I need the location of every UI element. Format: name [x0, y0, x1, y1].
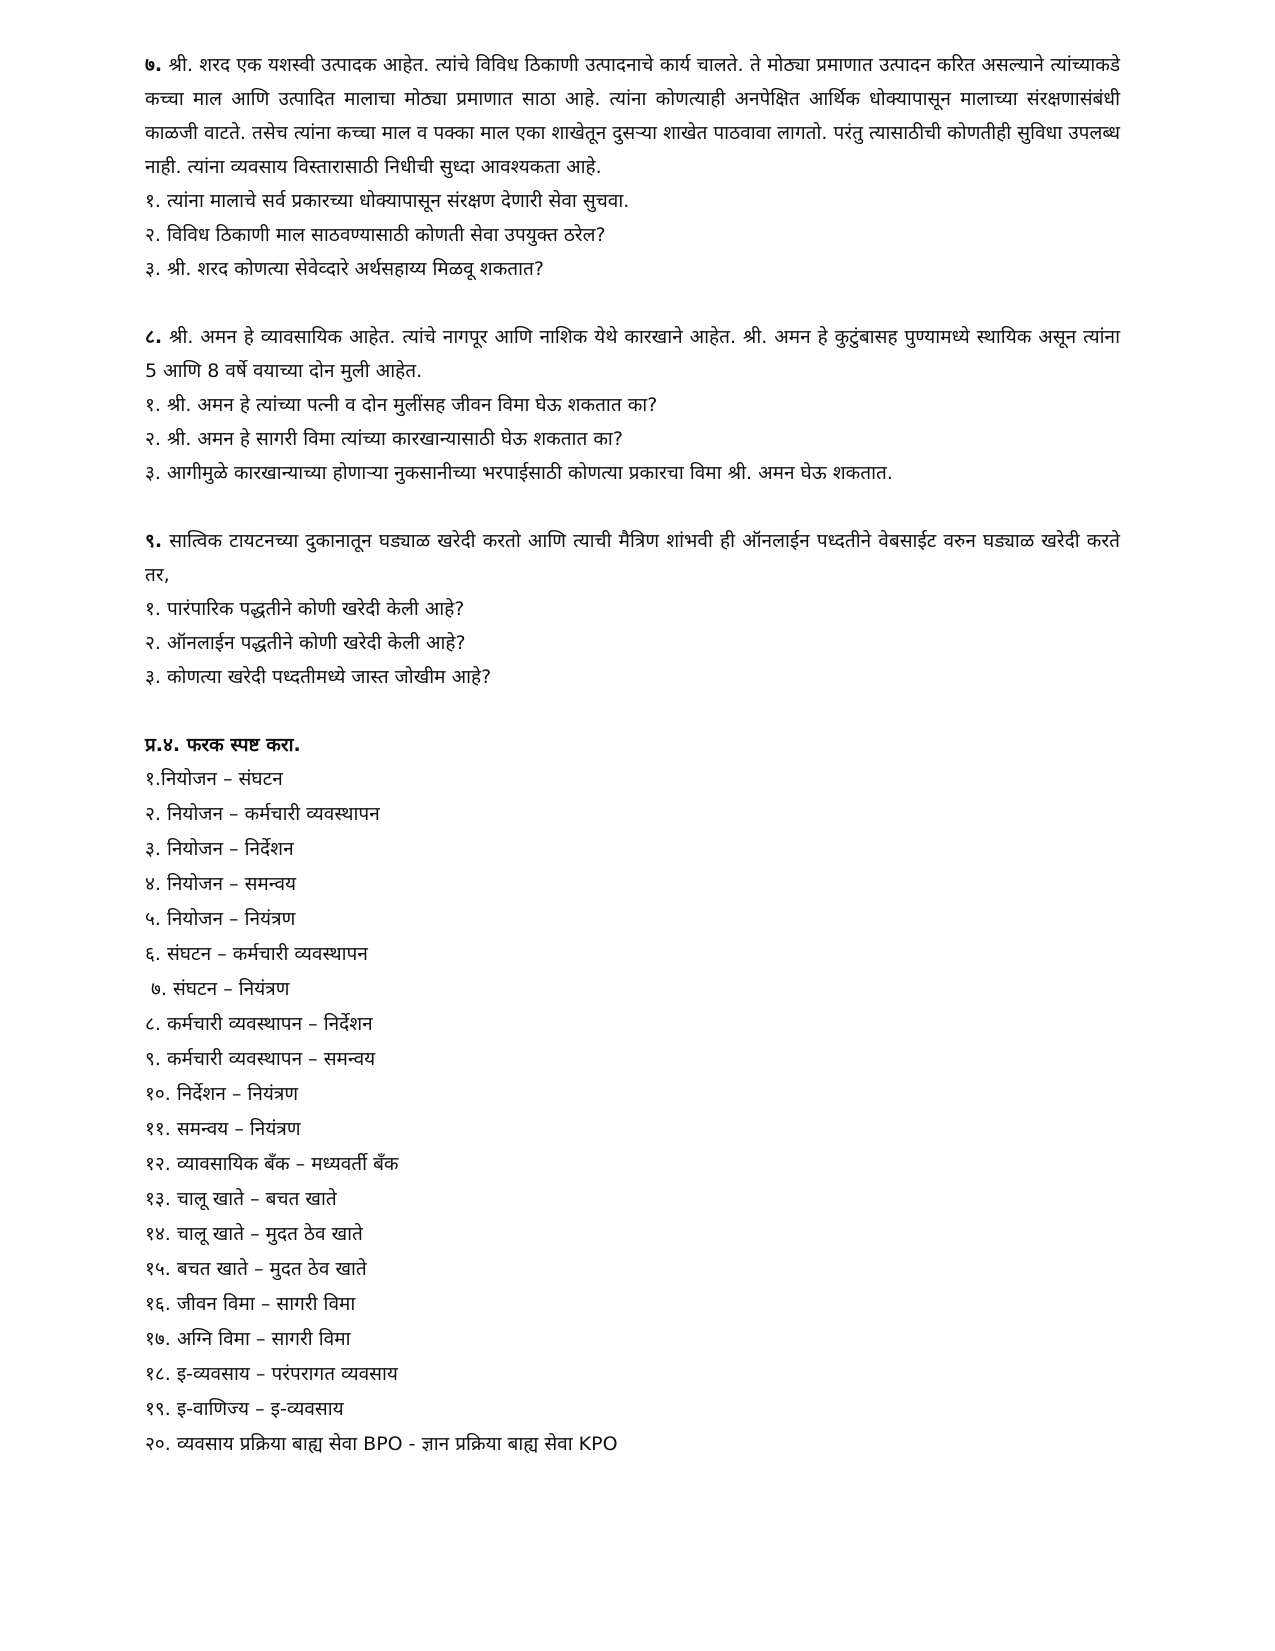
sub-question: १. श्री. अमन हे त्यांच्या पत्नी व दोन मुलींसह जीवन विमा घेऊ शकतात का? — [145, 394, 658, 416]
question-9 — [145, 524, 1120, 694]
list-item: ९. कर्मचारी व्यवस्थापन – समन्वय — [145, 1048, 376, 1070]
sub-question: १. पारंपारिक पद्धतीने कोणी खरेदी केली आहे? — [145, 598, 465, 620]
question-number: ८. — [145, 326, 163, 348]
section-4 — [145, 728, 1120, 1462]
sub-question: ३. कोणत्या खरेदी पध्दतीमध्ये जास्त जोखीम आहे? — [145, 666, 492, 688]
question-body: श्री. अमन हे व्यावसायिक आहेत. त्यांचे नागपूर आणि नाशिक येथे कारखाने आहेत. श्री. अमन हे कुटुंबासह पुण्यामध्ये स्थायिक असून त्यांना 5 आणि 8 वर्षे वयाच्या दोन मुली आहेत. — [145, 326, 1120, 382]
list-item: ३. नियोजन – निर्देशन — [145, 838, 294, 860]
list-item: १५. बचत खाते – मुदत ठेव खाते — [145, 1258, 367, 1280]
list-item: ४. नियोजन – समन्वय — [145, 873, 297, 895]
question-8 — [145, 320, 1120, 490]
list-item: १६. जीवन विमा – सागरी विमा — [145, 1293, 356, 1315]
list-item: १८. इ-व्यवसाय – परंपरागत व्यवसाय — [145, 1363, 398, 1385]
question-number: ७. — [145, 54, 163, 76]
spacer — [145, 490, 1120, 524]
list-item: ११. समन्वय – नियंत्रण — [145, 1118, 301, 1140]
document-page — [145, 48, 1120, 1462]
list-item: २. नियोजन – कर्मचारी व्यवस्थापन — [145, 803, 380, 825]
sub-question: २. ऑनलाईन पद्धतीने कोणी खरेदी केली आहे? — [145, 632, 466, 654]
spacer — [145, 286, 1120, 320]
list-item: ८. कर्मचारी व्यवस्थापन – निर्देशन — [145, 1013, 373, 1035]
sub-question: ३. श्री. शरद कोणत्या सेवेव्दारे अर्थसहाय्य मिळवू शकतात? — [145, 258, 544, 280]
section-heading: प्र.४. फरक स्पष्ट करा. — [145, 734, 301, 756]
sub-question: ३. आगीमुळे कारखान्याच्या होणाऱ्या नुकसानीच्या भरपाईसाठी कोणत्या प्रकारचा विमा श्री. अमन घेऊ शकतात. — [145, 462, 893, 484]
difference-list — [145, 762, 1120, 1462]
list-item: ७. संघटन – नियंत्रण — [151, 978, 290, 1000]
sub-question: २. विविध ठिकाणी माल साठवण्यासाठी कोणती सेवा उपयुक्त ठरेल? — [145, 224, 606, 246]
list-item: १४. चालू खाते – मुदत ठेव खाते — [145, 1223, 363, 1245]
spacer — [145, 694, 1120, 728]
sub-question: २. श्री. अमन हे सागरी विमा त्यांच्या कारखान्यासाठी घेऊ शकतात का? — [145, 428, 623, 450]
list-item: १०. निर्देशन – नियंत्रण — [145, 1083, 299, 1105]
sub-question: १. त्यांना मालाचे सर्व प्रकारच्या धोक्यापासून संरक्षण देणारी सेवा सुचवा. — [145, 190, 630, 212]
question-7-text — [145, 48, 1120, 184]
question-body: श्री. शरद एक यशस्वी उत्पादक आहेत. त्यांचे विविध ठिकाणी उत्पादनाचे कार्य चालते. ते मोठ्या प्रमाणात उत्पादन करित असल्याने त्यांच्याकडे कच्चा माल आणि उत्पादित मालाचा मोठ्या प्रमाणात साठा आहे. त्यांना कोणत्याही अनपेक्षित आर्थिक धोक्यापासून मालाच्या संरक्षणासंबंधी काळजी वाटते. तसेच त्यांना कच्चा माल व पक्का माल एका शाखेतून दुसऱ्या शाखेत पाठवावा लागतो. परंतु त्यासाठीची कोणतीही सुविधा उपलब्ध नाही. त्यांना व्यवसाय विस्तारासाठी निधीची सुध्दा आवश्यकता आहे. — [145, 54, 1120, 178]
list-item: २०. व्यवसाय प्रक्रिया बाह्य सेवा BPO - ज्ञान प्रक्रिया बाह्य सेवा KPO — [145, 1433, 618, 1455]
question-8-text — [145, 320, 1120, 388]
list-item: १२. व्यावसायिक बँक – मध्यवर्ती बँक — [145, 1153, 399, 1175]
list-item: १३. चालू खाते – बचत खाते — [145, 1188, 337, 1210]
question-7 — [145, 48, 1120, 286]
question-body: सात्विक टायटनच्या दुकानातून घड्याळ खरेदी करतो आणि त्याची मैत्रिण शांभवी ही ऑनलाईन पध्दतीने वेबसाईट वरुन घड्याळ खरेदी करते तर, — [145, 530, 1120, 586]
question-number: ९. — [145, 530, 163, 552]
list-item: १७. अग्नि विमा – सागरी विमा — [145, 1328, 351, 1350]
list-item: ६. संघटन – कर्मचारी व्यवस्थापन — [145, 943, 368, 965]
list-item: १.नियोजन – संघटन — [145, 768, 283, 790]
list-item: १९. इ-वाणिज्य – इ-व्यवसाय — [145, 1398, 344, 1420]
list-item: ५. नियोजन – नियंत्रण — [145, 908, 296, 930]
question-9-text — [145, 524, 1120, 592]
